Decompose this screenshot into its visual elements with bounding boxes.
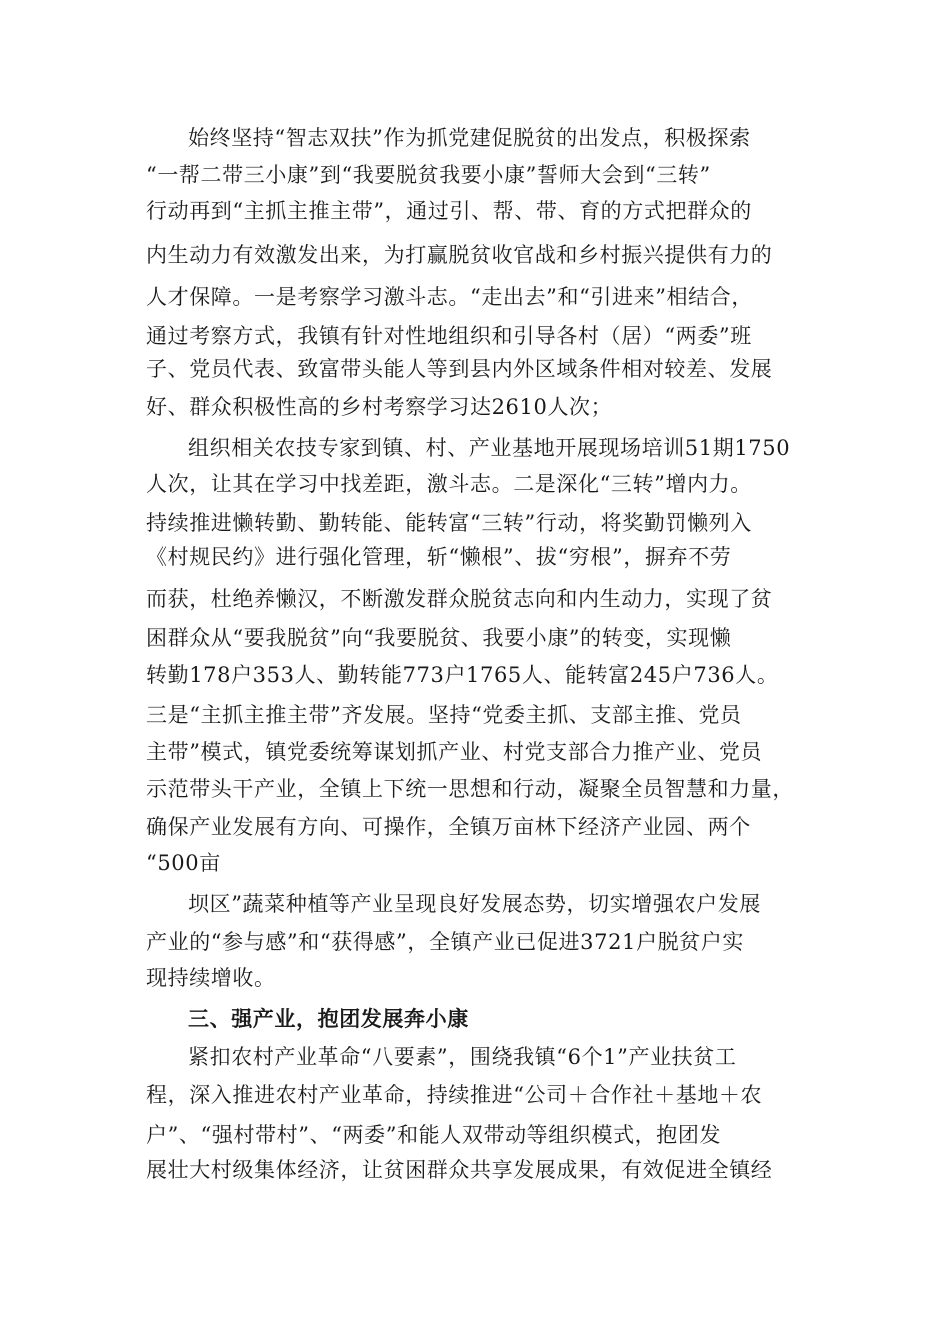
text-line: 人才保障。一是考察学习激斗志。“走出去”和“引进来”相结合， (146, 285, 753, 309)
text-line: 困群众从“要我脱贫”向“我要脱贫、我要小康”的转变，实现懒 (146, 626, 732, 650)
text-line: 《村规民约》进行强化管理，斩“懒根”、拔“穷根”，摒弃不劳 (146, 545, 732, 569)
text-line: 坝区”蔬菜种植等产业呈现良好发展态势，切实增强农户发展 (188, 892, 761, 916)
text-line: 组织相关农技专家到镇、村、产业基地开展现场培训51期1750 (188, 436, 791, 460)
text-line: 展壮大村级集体经济，让贫困群众共享发展成果，有效促进全镇经 (146, 1158, 773, 1182)
text-line: 户”、“强村带村”、“两委”和能人双带动等组织模式，抱团发 (146, 1123, 722, 1147)
text-line: 产业的“参与感”和“获得感”，全镇产业已促进3721户脱贫户实 (146, 930, 744, 954)
text-line: 而获，杜绝养懒汉，不断激发群众脱贫志向和内生动力，实现了贫 (146, 587, 773, 611)
section-heading: 三、强产业，抱团发展奔小康 (188, 1006, 469, 1031)
text-line: 示范带头干产业，全镇上下统一思想和行动，凝聚全员智慧和力量， (146, 777, 794, 801)
text-line: 内生动力有效激发出来，为打赢脱贫收官战和乡村振兴提供有力的 (146, 243, 773, 267)
text-line: 三是“主抓主推主带”齐发展。坚持“党委主抓、支部主推、党员 (146, 703, 742, 727)
text-line: 行动再到“主抓主推主带”，通过引、帮、带、育的方式把群众的 (146, 199, 752, 223)
text-line: 转勤178户353人、勤转能773户1765人、能转富245户736人。 (146, 663, 779, 687)
text-line: 紧扣农村产业革命“八要素”，围绕我镇“6个1”产业扶贫工 (188, 1045, 737, 1069)
text-line: “一帮二带三小康”到“我要脱贫我要小康”誓师大会到“三转” (146, 163, 711, 187)
text-line: 主带”模式，镇党委统筹谋划抓产业、村党支部合力推产业、党员 (146, 740, 763, 764)
text-line: 持续推进懒转勤、勤转能、能转富“三转”行动，将奖勤罚懒列入 (146, 511, 752, 535)
text-line: 始终坚持“智志双扶”作为抓党建促脱贫的出发点，积极探索 (188, 126, 751, 150)
text-line: 子、党员代表、致富带头能人等到县内外区域条件相对较差、发展 (146, 357, 773, 381)
text-line: 确保产业发展有方向、可操作，全镇万亩林下经济产业园、两个 (146, 815, 751, 839)
text-line: “500亩 (146, 851, 221, 875)
text-line: 人次，让其在学习中找差距，激斗志。二是深化“三转”增内力。 (146, 472, 752, 496)
text-line: 通过考察方式，我镇有针对性地组织和引导各村（居）“两委”班 (146, 324, 752, 348)
text-line: 好、群众积极性高的乡村考察学习达2610人次； (146, 395, 613, 419)
text-line: 程，深入推进农村产业革命，持续推进“公司＋合作社＋基地＋农 (146, 1083, 763, 1107)
text-line: 现持续增收。 (146, 966, 276, 990)
